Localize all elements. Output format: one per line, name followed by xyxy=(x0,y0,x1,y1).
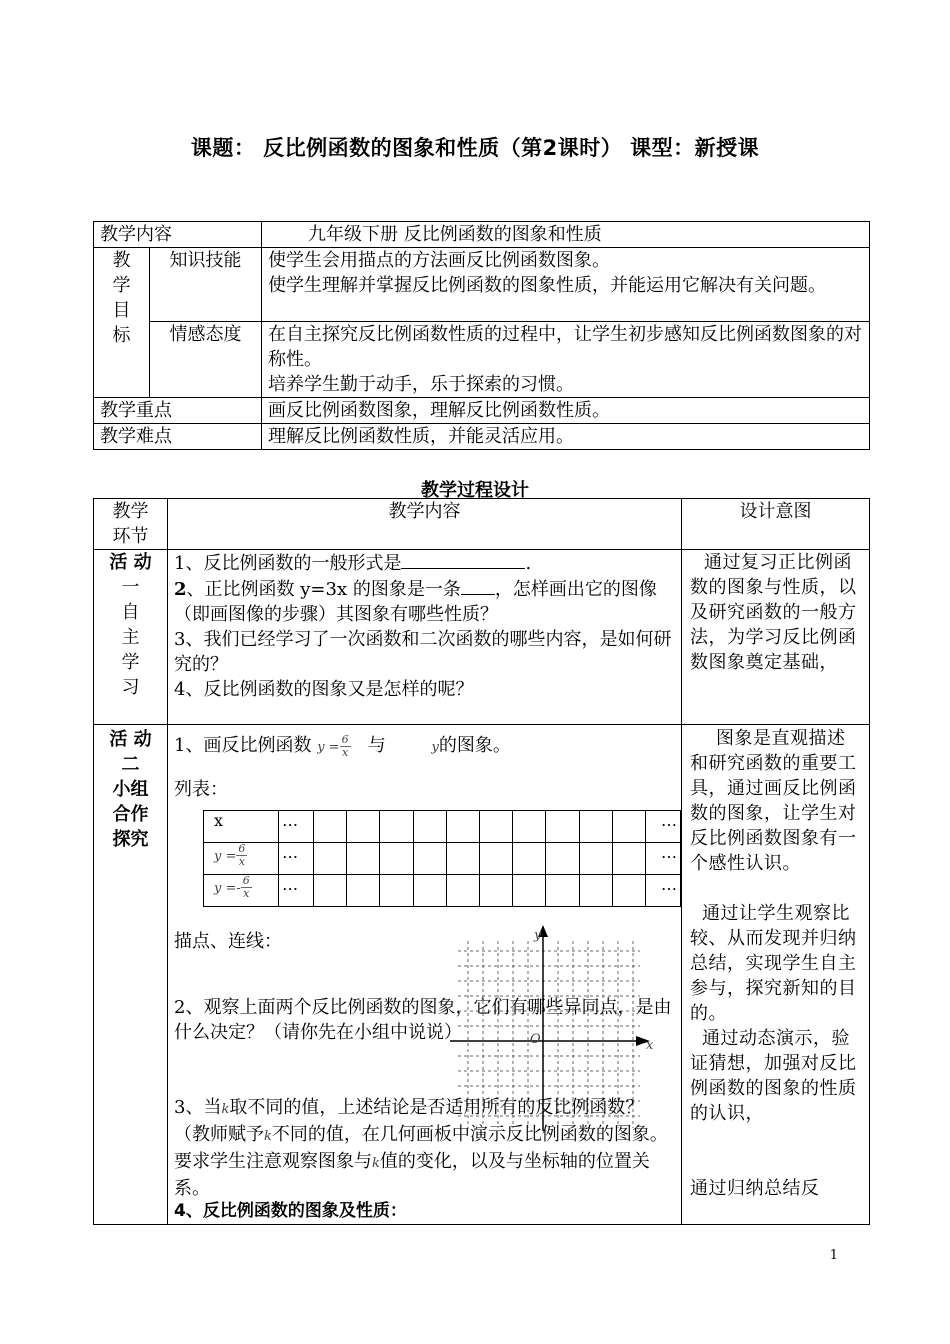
col-content-header: 教学内容 xyxy=(168,499,682,550)
dots-cell: … xyxy=(279,875,314,907)
goals-label: 教 学 目 标 xyxy=(94,248,150,398)
process-table xyxy=(93,498,870,1225)
activity1-q3: 3、我们已经学习了一次函数和二次函数的哪些内容，是如何研究的？ xyxy=(174,629,672,675)
content-value: 九年级下册 反比例函数的图象和性质 xyxy=(262,222,870,248)
dots-cell: … xyxy=(279,811,314,843)
activity2-label: 活 动 二 小组 合作 探究 xyxy=(94,725,168,1225)
row-y1-label: y = $\frac{6}{x}$ xyxy=(204,843,279,875)
dots-cell: … xyxy=(646,875,681,907)
difficulty-value: 理解反比例函数性质，并能灵活应用。 xyxy=(262,424,870,450)
activity2-q2: 2、观察上面两个反比例函数的图象，它们有哪些异同点，是由什么决定？（请你先在小组中说说） xyxy=(174,997,672,1043)
activity1-q1: 1、反比例函数的一般形式是 . xyxy=(174,550,675,576)
activity1-label: 活 动 一 自 主 学 习 xyxy=(94,550,168,725)
activity2-q3: 3、当k取不同的值，上述结论是否适用所有的反比例函数？（教师赋予k不同的值，在几何画板中演示反比例函数的图象。要求学生注意观察图象与k值的变化，以及与坐标轴的位置关系。 xyxy=(174,1097,668,1199)
row-y2-label: y =- $\frac{6}{x}$ xyxy=(204,875,279,907)
activity2-intent: 图象是直观描述和研究函数的重要工具，通过画反比例函数的图象，让学生对反比例函数图象有一个感性认识。 通过让学生观察比较、从而发现并归纳总结，实现学生自主参与，探究新知的目的。 通过动态演示，验证猜想，加强对反比例函数的图象的性质的认识， 通过归纳总结反 xyxy=(682,725,870,1225)
plot-label: 描点、连线： xyxy=(174,931,282,952)
skills-label: 知识技能 xyxy=(150,248,262,322)
table-label: 列表： xyxy=(174,779,228,800)
axis-y-label: y xyxy=(534,928,542,943)
activity1-q4: 4、反比例函数的图象又是怎样的呢？ xyxy=(174,679,474,700)
axis-x-label: x xyxy=(646,1038,654,1053)
attitude-text: 在自主探究反比例函数性质的过程中，让学生初步感知反比例函数图象的对称性。 培养学生勤于动手，乐于探索的习惯。 xyxy=(262,322,870,398)
activity1-q2: 2、正比例函数 y=3x 的图象是一条 ，怎样画出它的图像（即画图像的步骤）其图象有哪些性质？ xyxy=(174,576,675,627)
attitude-label: 情感态度 xyxy=(150,322,262,398)
key-value: 画反比例函数图象，理解反比例函数性质。 xyxy=(262,398,870,424)
blank-field xyxy=(461,576,495,595)
content-label: 教学内容 xyxy=(94,222,262,248)
col-stage-header: 教学环节 xyxy=(94,499,168,550)
skills-text: 使学生会用描点的方法画反比例函数图象。 使学生理解并掌握反比例函数的图象性质，并能运用它解决有关问题。 xyxy=(262,248,870,322)
blank-field xyxy=(401,550,525,569)
dots-cell: … xyxy=(646,843,681,875)
activity1-content xyxy=(168,550,682,725)
col-intent-header: 设计意图 xyxy=(682,499,870,550)
key-label: 教学重点 xyxy=(94,398,262,424)
activity2-content xyxy=(168,725,682,1225)
activity1-intent: 通过复习正比例函数的图象与性质，以及研究函数的一般方法，为学习反比例函数图象奠定基础， xyxy=(682,550,870,725)
page-title: 课题： 反比例函数的图象和性质（第2课时） 课型：新授课 xyxy=(190,136,760,160)
axis-origin-label: O xyxy=(530,1032,541,1047)
info-table xyxy=(93,221,870,450)
row-x-label: x xyxy=(204,811,279,843)
activity2-q4: 4、反比例函数的图象及性质： xyxy=(174,1201,407,1221)
section-title: 教学过程设计 xyxy=(421,480,529,501)
difficulty-label: 教学难点 xyxy=(94,424,262,450)
dots-cell: … xyxy=(279,843,314,875)
dots-cell: … xyxy=(646,811,681,843)
page-number: 1 xyxy=(829,1248,838,1263)
activity2-q1: 1、画反比例函数 y = $\frac{6}{x}$ 与 y的图象。 xyxy=(174,732,511,759)
value-table xyxy=(203,810,681,907)
